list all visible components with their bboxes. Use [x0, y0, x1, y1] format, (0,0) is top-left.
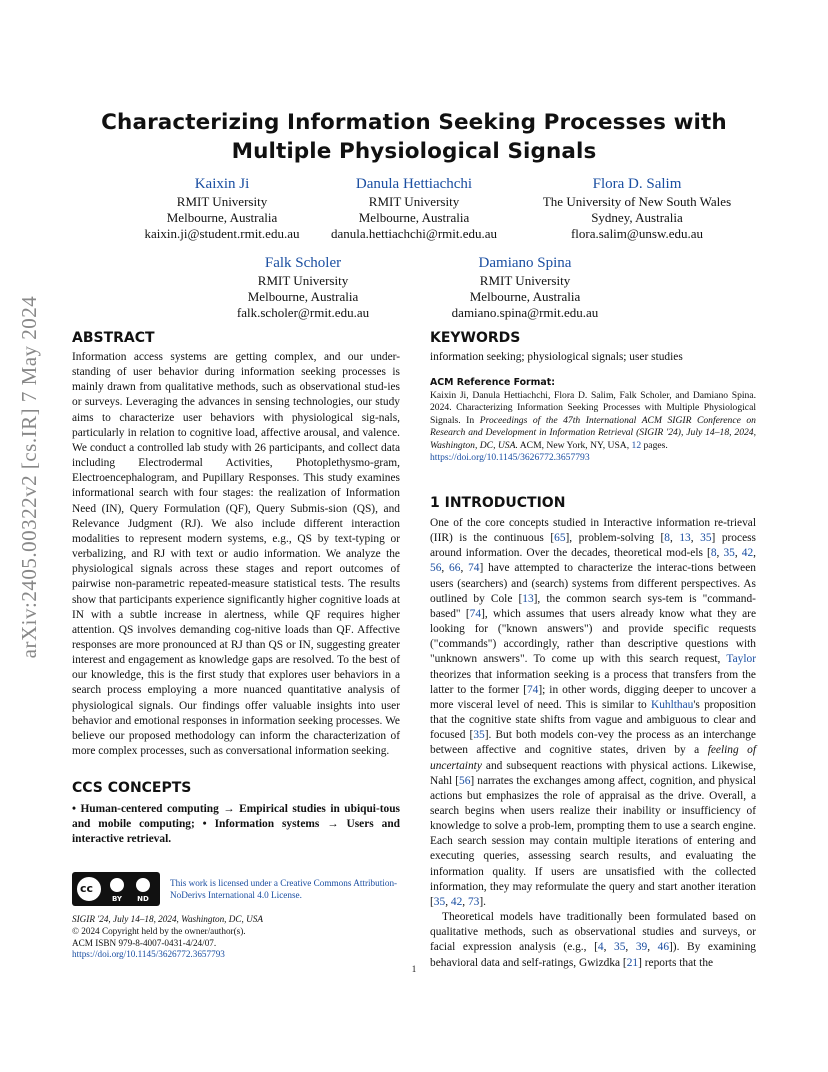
abstract-text: Information access systems are getting complex, and our under-standing of user behavior during information seeking processes is mainly drawn from qualitative methods, such as observational stud-ies or surveys. Leveraging the advances in sensing technologies, our study aims to characterize user behaviors with physiological sig-nals, particularly in relation to cognitive load, affective arousal, and valence. We conduct a controlled lab study with 26 participants, and collect data including Electrodermal Activities, Photoplethysmo-gram, Electroencephalogram, and Pupillary Responses. This study examines informational search with four stages: the realization of Information Need (IN), Query Formulation (QF), Query Submis-sion (QS), and Relevance Judgment (RJ). We also include different interaction modalities to represent modern systems, e.g., QS by text-typing or verbalizing, and RJ with text or audio information. We analyze the physiological signals across these stages and report outcomes of pairwise non-parametric repeated-measure statistical tests. The results show that participants experience significantly higher cognitive loads at IN with a subtle increase in alertness, while QF requires higher attention. QS involves demanding cog-nitive loads than QF. Affective responses are more pronounced at RJ than QS or IN, suggesting greater interest and engagement as knowledge gaps are resolved. To the best of our knowledge, this is the first study that explores user behaviors in a search process employing a more nuanced quantitative analysis of physiological signals. Our findings offer valuable insights into user behavior and emotional responses in information seeking processes. We believe our proposed methodology can inform the characterization of more complex processes, such as conversational information seeking. — [72, 351, 400, 758]
ccs-heading: CCS CONCEPTS — [72, 780, 192, 796]
acm-ref-text: Kaixin Ji, Danula Hettiachchi, Flora D. Salim, Falk Scholer, and Damiano Spina. 2024. Characterizing Information Seeking Processes with Multiple Physiological Signals. In Proceedings of the 47th International ACM SIGIR Conference on Research and Development in Information Retrieval (SIGIR '24), July 14–18, 2024, Washington, DC, USA. ACM, New York, NY, USA, 12 pages. https://doi.org/10.1145/3626772.3657793 — [430, 390, 756, 464]
author-location: Sydney, Australia — [591, 210, 683, 225]
badge-by-label: BY — [111, 895, 123, 903]
author-block — [284, 175, 544, 242]
footer-info — [72, 914, 402, 961]
doi-link[interactable]: https://doi.org/10.1145/3626772.3657793 — [72, 949, 225, 960]
keywords-heading: KEYWORDS — [430, 330, 521, 346]
author-name: Kaixin Ji — [194, 176, 250, 192]
page-number: 1 — [411, 964, 417, 974]
equal-icon — [134, 876, 152, 894]
ccs-text: • Human-centered computing → Empirical studies in ubiqui-tous and mobile computing; • Information systems → Users and interactive retrieval. — [72, 803, 400, 846]
author-name: Danula Hettiachchi — [355, 176, 473, 192]
author-name: Falk Scholer — [264, 255, 342, 271]
cc-license-badge[interactable] — [72, 872, 160, 906]
author-email[interactable]: falk.scholer@rmit.edu.au — [236, 305, 370, 320]
author-name: Flora D. Salim — [592, 176, 682, 192]
arxiv-identifier: arXiv:2405.00322v2 [cs.IR] 7 May 2024 — [17, 295, 41, 659]
author-affiliation: RMIT University — [368, 194, 460, 209]
author-email[interactable]: danula.hettiachchi@rmit.edu.au — [330, 226, 498, 241]
author-affiliation: RMIT University — [479, 273, 571, 288]
author-email[interactable]: kaixin.ji@student.rmit.edu.au — [144, 226, 300, 241]
title-line-2: Multiple Physiological Signals — [231, 139, 597, 164]
abstract-heading: ABSTRACT — [72, 330, 155, 346]
author-name: Damiano Spina — [478, 255, 572, 271]
author-location: Melbourne, Australia — [358, 210, 470, 225]
person-icon — [108, 876, 126, 894]
isbn-line: ACM ISBN 979-8-4007-0431-4/24/07. — [72, 937, 217, 948]
author-affiliation: RMIT University — [257, 273, 349, 288]
badge-nd-label: ND — [137, 895, 149, 903]
author-affiliation: RMIT University — [176, 194, 268, 209]
introduction-heading: 1 INTRODUCTION — [430, 495, 566, 511]
author-email[interactable]: damiano.spina@rmit.edu.au — [451, 305, 599, 320]
author-block — [395, 254, 655, 321]
author-affiliation: The University of New South Wales — [542, 194, 732, 209]
author-location: Melbourne, Australia — [469, 289, 581, 304]
introduction-text: One of the core concepts studied in Interactive information re-trieval (IIR) is the continuous [65], problem-solving [8, 13, 35] process around information. Over the decades, theoretical mod-els [8, 35, 42, 56, 66, 74] have attempted to characterize the interac-tions between users (searchers) and (search) systems from different perspectives. As outlined by Cole [13], the common search sys-tem is "command-based" [74], which assumes that users already know what they are looking for ("known answers") and provide specific requests ("commands") accordingly, rather than descriptive questions with "unknown answers". To come up with this search request, Taylor theorizes that information seeking is a process that transfers from the latter to the former [74]; in other words, digging deeper to uncover a more visceral level of need. This is similar to Kuhlthau's proposition that the cognitive state shifts from vague and ambiguous to clear and focused [35]. But both models con-vey the process as an interchange between affective and cognitive states, driven by a feeling of uncertainty and subsequent reactions with physical actions. Likewise, Nahl [56] narrates the exchanges among affect, cognition, and physical actions but emphasizes the role of appraisal as the drive. Overall, a search begins when users realize their inability or insufficiency of knowledge to solve a prob-lem, prompting them to use a search engine. Each search session may contain multiple iterations of entering and executing queries, assessing search results, and evaluating the information quality. If users are unsatisfied with the collected information, they may reformulate the query and start another iteration [35, 42, 73]. Theoretical models have traditionally been formulated based on qualitative methods, such as observational studies and surveys, or facial expression analysis (e.g., [4, 35, 39, 46]). By examining behavioral data and self-ratings, Gwizdka [21] reports that the — [430, 517, 757, 969]
paper-title — [0, 108, 828, 166]
acm-ref-doi-link[interactable]: https://doi.org/10.1145/3626772.3657793 — [430, 452, 590, 464]
cc-logo-icon: cc — [75, 875, 103, 903]
conference-line: SIGIR '24, July 14–18, 2024, Washington, DC, USA — [72, 914, 263, 924]
license-link[interactable]: This work is licensed under a Creative Commons Attribution- NoDerivs International 4.0 License. — [170, 878, 398, 900]
keywords-text: information seeking; physiological signals; user studies — [430, 351, 683, 363]
title-line-1: Characterizing Information Seeking Processes with — [101, 110, 727, 135]
author-location: Melbourne, Australia — [247, 289, 359, 304]
author-email[interactable]: flora.salim@unsw.edu.au — [570, 226, 704, 241]
author-block — [173, 254, 433, 321]
author-location: Melbourne, Australia — [166, 210, 278, 225]
acm-ref-heading: ACM Reference Format: — [430, 377, 555, 388]
copyright-line: © 2024 Copyright held by the owner/author(s). — [72, 925, 246, 936]
author-block — [507, 175, 767, 242]
